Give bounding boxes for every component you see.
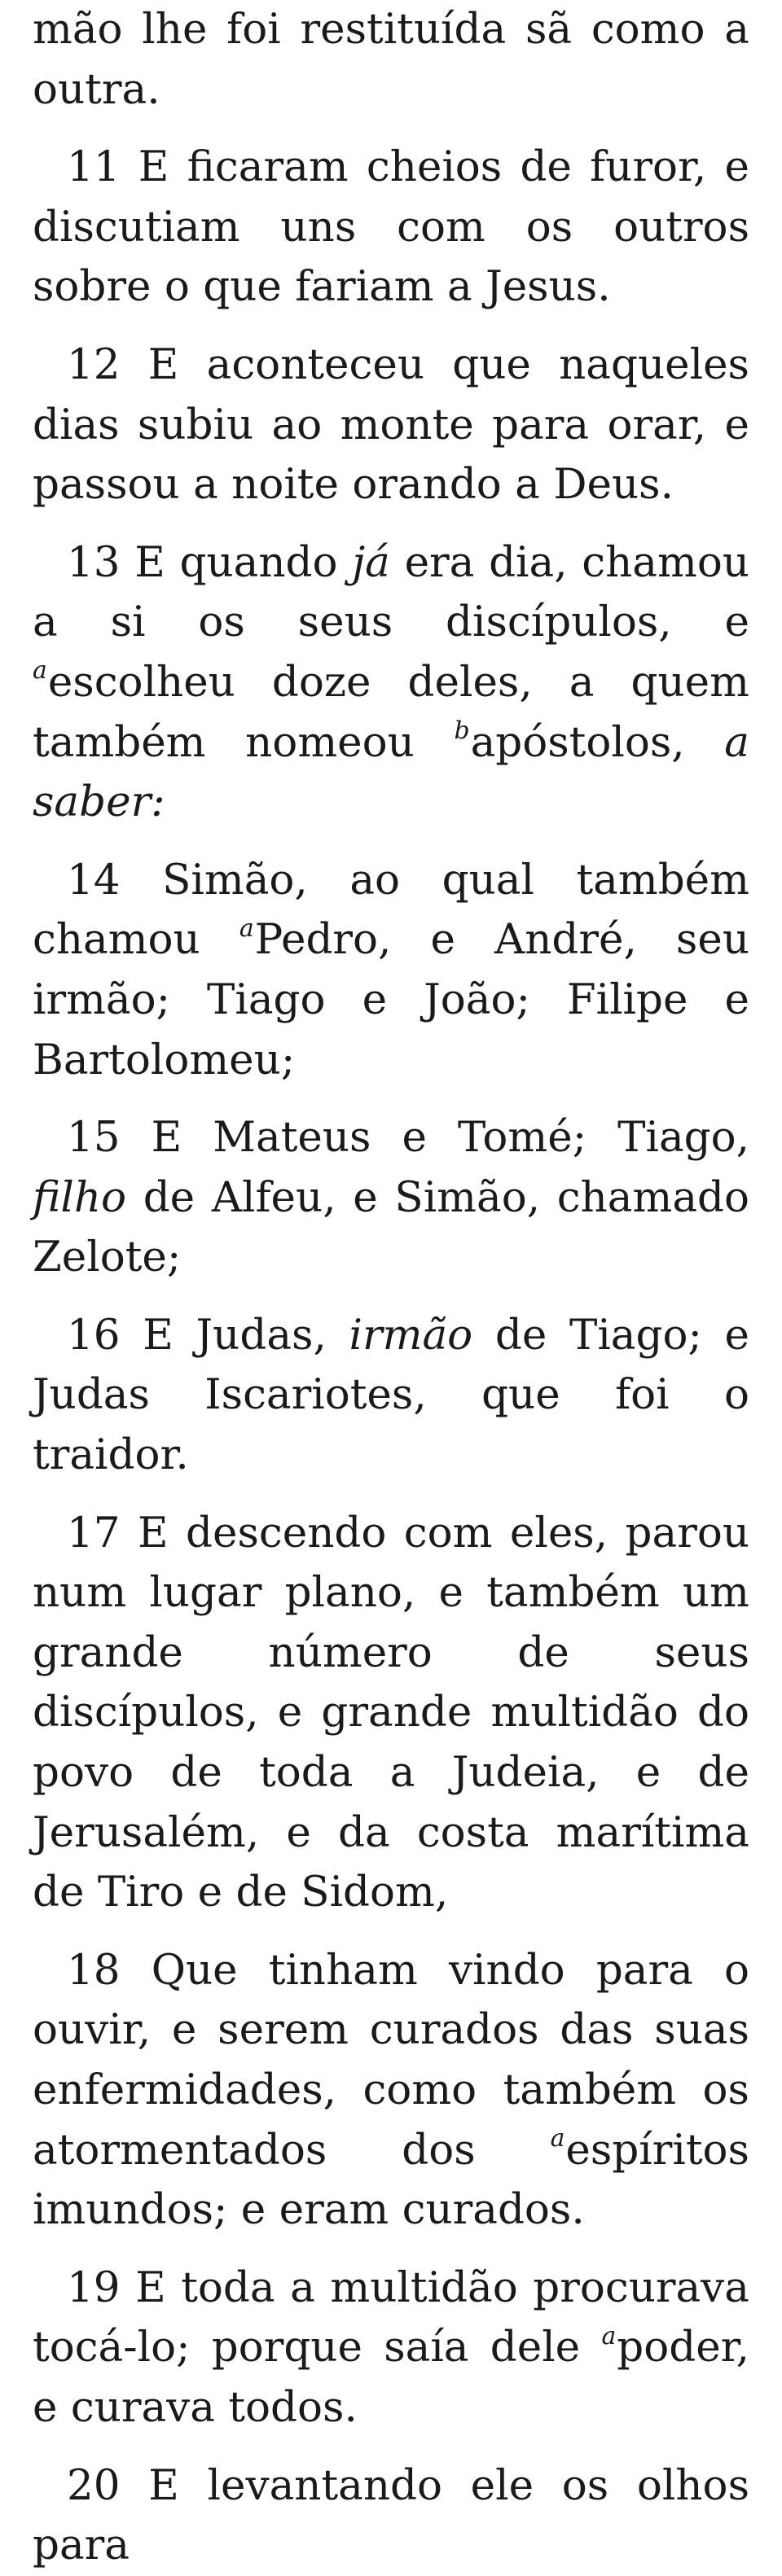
verse-15 — [33, 1108, 749, 1288]
verse-18 — [33, 1941, 749, 2241]
verse-14 — [33, 851, 749, 1090]
verse-text: E ficaram cheios de furor, e discutiam uns com os outros sobre o que fariam a Jesus. — [33, 142, 749, 312]
verse-number: 12 — [67, 340, 121, 389]
verse-16 — [33, 1306, 749, 1486]
verse-text: era dia, chamou a si os seus discípulos, e — [33, 537, 749, 647]
verse-italic-text: a saber: — [33, 717, 749, 827]
verse-text: E aconteceu que naqueles dias subiu ao monte para orar, e passou a noite orando a Deus. — [33, 340, 749, 510]
verse-number: 16 — [67, 1310, 121, 1360]
verse-text: E levantando ele os olhos para — [33, 2460, 749, 2570]
verse-20 — [33, 2456, 749, 2576]
verse-17 — [33, 1504, 749, 1923]
verse-12 — [33, 335, 749, 515]
verse-text: E descendo com eles, parou num lugar plano, e também um grande número de seus discípulos, e grande multidão do povo de toda a Judeia, e de Jerusalém, e da costa marítima de Tiro e de Sidom, — [33, 1508, 749, 1917]
verse-italic-text: irmão — [349, 1310, 473, 1360]
verse-number: 11 — [67, 142, 121, 192]
footnote-marker[interactable]: a — [550, 2124, 565, 2153]
verse-italic-text: filho — [33, 1172, 126, 1222]
verse-text: mão lhe foi restituída sã como a outra. — [33, 5, 749, 114]
verse-13 — [33, 533, 749, 833]
verse-11 — [33, 138, 749, 318]
verse-text: escolheu doze deles, a quem também nomeou — [33, 657, 749, 767]
verse-text: Simão, ao qual também chamou — [33, 855, 749, 965]
footnote-marker[interactable]: a — [239, 913, 254, 943]
verse-text: espíritos imundos; e eram curados. — [33, 2125, 749, 2235]
verse-text: de Tiago; e Judas Iscariotes, que foi o traidor. — [33, 1310, 749, 1480]
verse-text: E Judas, — [143, 1310, 349, 1360]
verse-number: 19 — [67, 2263, 121, 2312]
verse-text: de Alfeu, e Simão, chamado Zelote; — [33, 1172, 749, 1282]
verse-italic-text: já — [352, 537, 390, 587]
verse-number: 17 — [67, 1508, 121, 1557]
verse-number: 14 — [67, 855, 121, 905]
verse-number: 20 — [67, 2460, 121, 2510]
verse-text: Pedro, e André, seu irmão; Tiago e João; Filipe e Bartolomeu; — [33, 915, 750, 1084]
verse-number: 18 — [67, 1945, 121, 1995]
verse-continuation — [33, 0, 749, 120]
verse-text: apóstolos, — [470, 717, 725, 767]
verse-19 — [33, 2258, 749, 2438]
verse-number: 13 — [67, 537, 121, 587]
footnote-marker[interactable]: a — [601, 2321, 617, 2350]
verse-number: 15 — [67, 1113, 121, 1163]
verse-text: Que tinham vindo para o ouvir, e serem curados das suas enfermidades, como também os atormentados dos — [33, 1945, 749, 2175]
verse-text: E toda a multidão procurava tocá-lo; porque saía dele — [33, 2263, 749, 2372]
footnote-marker[interactable]: a — [33, 656, 47, 686]
verse-text: E quando — [134, 537, 353, 587]
footnote-marker[interactable]: b — [454, 716, 470, 746]
verse-text: E Mateus e Tomé; Tiago, — [151, 1113, 749, 1163]
verse-text: poder, e curava todos. — [33, 2323, 749, 2432]
